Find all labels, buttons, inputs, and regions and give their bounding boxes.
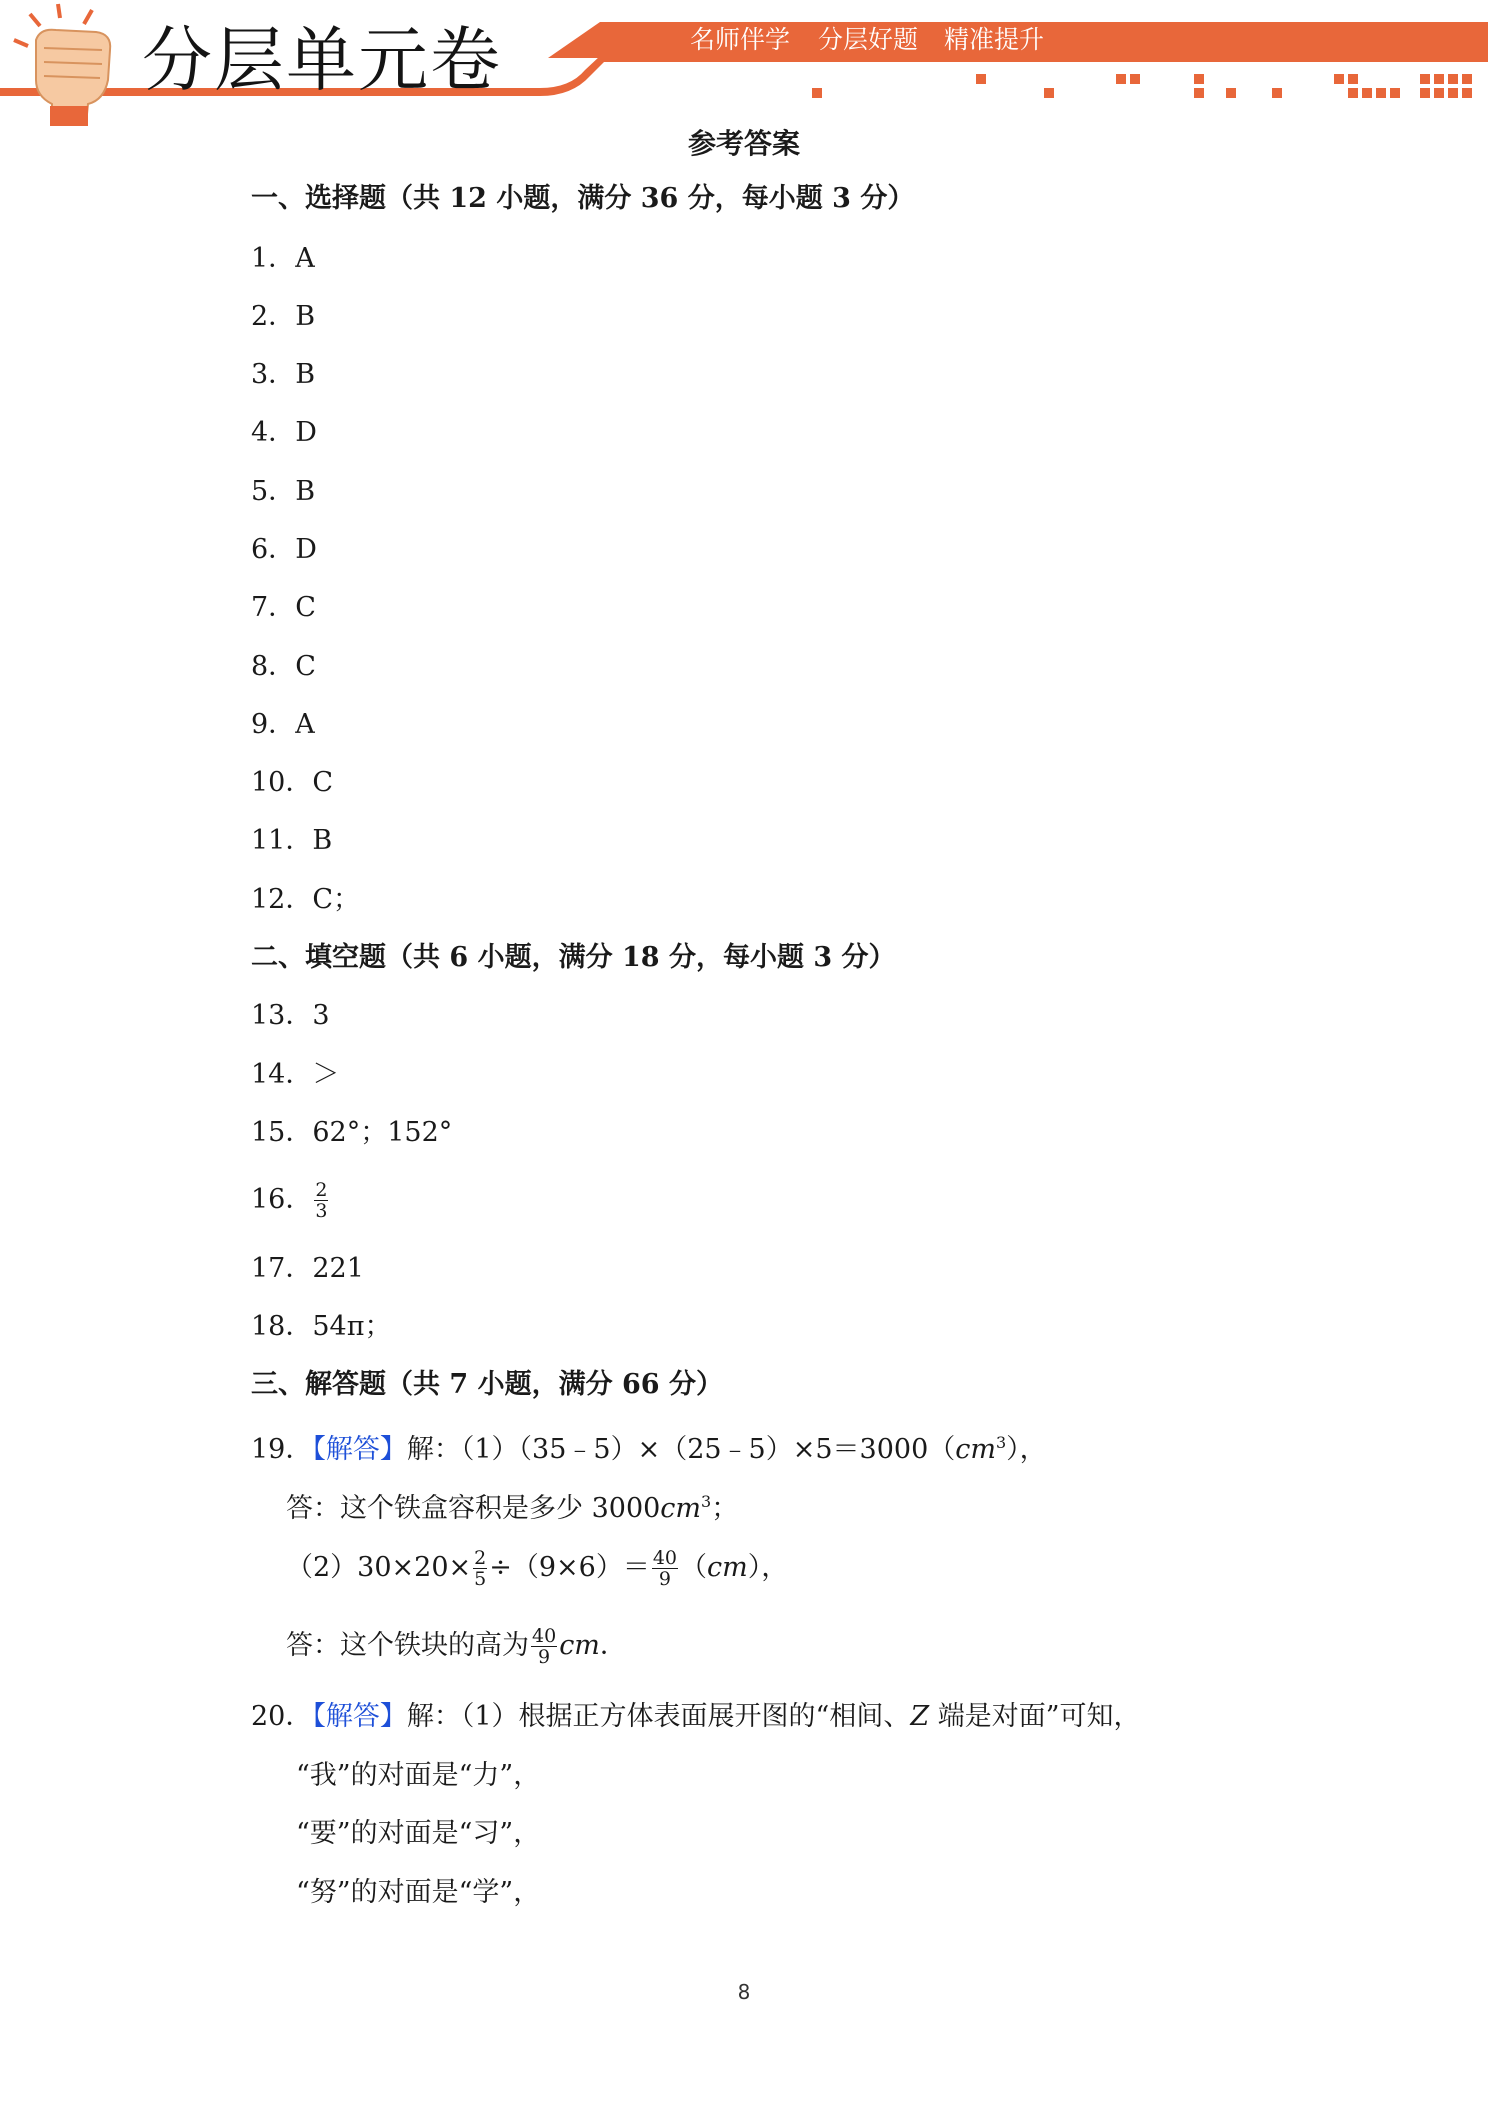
answer-item: 9．A: [251, 709, 315, 740]
section-heading-choice: 一、选择题（共 12 小题，满分 36 分，每小题 3 分）: [251, 183, 915, 214]
answer-item: 15．62°；152°: [251, 1117, 453, 1148]
q20-line-3: “要”的对面是“习”，: [296, 1818, 541, 1849]
answer-item: 2．B: [251, 301, 316, 332]
answer-item: 16． $\frac{2}{3}$: [251, 1179, 328, 1222]
fist-icon: [14, 4, 110, 126]
header-banner: [0, 0, 1488, 130]
answer-item: 6．D: [251, 534, 317, 565]
answer-item: 5．B: [251, 476, 316, 507]
q20-line-1: 20．【解答】解：（1）根据正方体表面展开图的“相间、Z 端是对面”可知，: [251, 1701, 1141, 1732]
answer-item: 13．3: [251, 1000, 330, 1031]
page-title: 参考答案: [687, 127, 800, 160]
fraction: $\frac{40}{9}$: [532, 1625, 557, 1668]
q19-line-4: 答：这个铁块的高为 $\frac{40}{9}$ cm．: [286, 1625, 627, 1668]
q20-line-4: “努”的对面是“学”，: [296, 1877, 541, 1908]
answer-item: 3．B: [251, 359, 316, 390]
q19-line-2: 答：这个铁盒容积是多少 $3000cm^3$；: [286, 1492, 739, 1524]
answer-item: 12．C；: [251, 884, 361, 915]
fraction: $\frac{2}{5}$: [474, 1547, 487, 1590]
answer-item: 8．C: [251, 651, 316, 682]
answer-item: 18．54π；: [251, 1311, 392, 1342]
slogan-3: 精准提升: [944, 25, 1045, 54]
q19-line-3: （2）30×20× $\frac{2}{5}$ ÷（9×6）＝ $\frac{40}{9}$ （cm），: [286, 1547, 789, 1590]
slogan-1: 名师伴学: [690, 25, 791, 54]
answer-tag: 【解答】: [312, 1434, 407, 1465]
answer-tag: 【解答】: [312, 1701, 407, 1732]
page-number: 8: [737, 1980, 751, 2004]
answer-item: 7．C: [251, 592, 316, 623]
slogan-2: 分层好题: [818, 25, 919, 54]
brand-title: 分层单元卷: [142, 19, 502, 101]
answer-item: 11．B: [251, 825, 333, 856]
answer-item: 1．A: [251, 243, 315, 274]
answer-item: 10．C: [251, 767, 334, 798]
section-heading-solve: 三、解答题（共 7 小题，满分 66 分）: [251, 1369, 723, 1400]
fraction: $\frac{40}{9}$: [652, 1547, 678, 1590]
fraction: $\frac{2}{3}$: [315, 1179, 328, 1222]
q19-line-1: 19．【解答】解：$(1)(35﹣5)\times(25﹣5)\times 5=3000(cm^3)$，: [251, 1433, 1047, 1465]
answer-item: 14．＞: [251, 1059, 340, 1090]
q20-line-2: “我”的对面是“力”，: [296, 1760, 541, 1791]
answer-item: 17．221: [251, 1253, 364, 1284]
answer-item: 4．D: [251, 417, 317, 448]
section-heading-fill: 二、填空题（共 6 小题，满分 18 分，每小题 3 分）: [251, 942, 896, 973]
